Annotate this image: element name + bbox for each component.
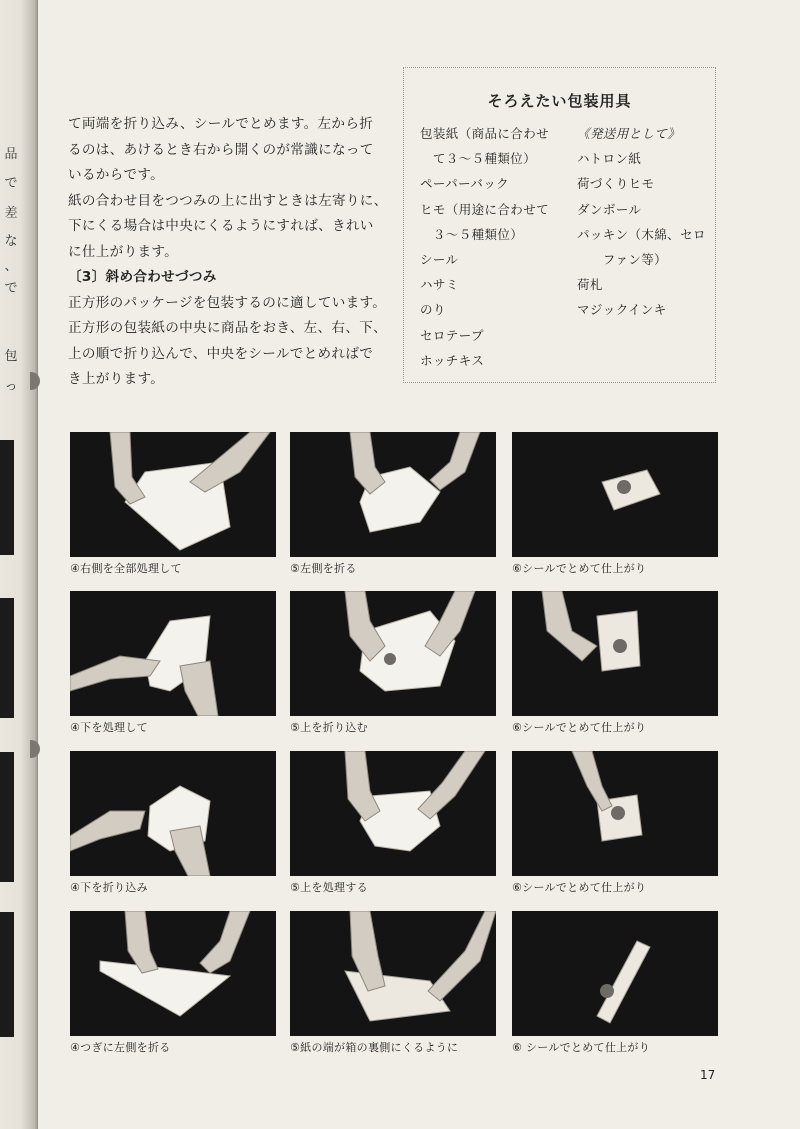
section-heading: 〔3〕斜め合わせづつみ: [68, 269, 217, 285]
spine-char: で: [4, 176, 18, 191]
step-photo: [512, 911, 718, 1036]
step-photo: [70, 432, 276, 557]
supply-item: 包装紙（商品に合わせ: [420, 126, 550, 141]
page-number: 17: [700, 1068, 716, 1082]
text-line: て両端を折り込み、シールでとめます。左から折: [68, 116, 374, 132]
supply-item: パッキン（木綿、セロ: [577, 226, 706, 242]
supply-item: て３～５種類位）: [420, 151, 537, 167]
step-photo: [70, 591, 276, 716]
photo-illustration: [290, 751, 496, 876]
step-photo: [290, 911, 496, 1036]
text-line: いるからです。: [68, 167, 165, 183]
photo-caption: ⑤紙の端が箱の裏側にくるように: [290, 1041, 459, 1054]
spine-photo-edge: [0, 752, 14, 882]
seal-sticker: [384, 653, 396, 665]
photo-caption: ④つぎに左側を折る: [70, 1041, 171, 1054]
seal-sticker: [600, 984, 614, 998]
supply-item: ハトロン紙: [577, 151, 642, 167]
binding-notch: [30, 372, 40, 390]
photo-caption: ⑤左側を折る: [290, 562, 357, 575]
step-photo: [70, 911, 276, 1036]
photo-caption: ⑤上を折り込む: [290, 721, 368, 734]
photo-caption: ⑥シールでとめて仕上がり: [512, 881, 647, 894]
photo-caption: ④下を処理して: [70, 721, 148, 734]
step-photo: [290, 751, 496, 876]
shipping-heading: 《発送用として》: [577, 126, 681, 141]
text-line: き上がります。: [68, 371, 165, 387]
seal-sticker: [617, 480, 631, 494]
supplies-list-general: [420, 121, 549, 373]
text-line: 下にくる場合は中央にくるようにすれば、きれい: [68, 218, 374, 234]
photo-illustration: [512, 591, 718, 716]
photo-illustration: [70, 432, 276, 557]
photo-illustration: [512, 911, 718, 1036]
step-photo: [70, 751, 276, 876]
spine-char: 差: [4, 206, 18, 221]
paragraph-2: [68, 189, 398, 266]
photo-illustration: [70, 751, 276, 876]
supply-item: マジックインキ: [577, 302, 667, 318]
photo-illustration: [70, 911, 276, 1036]
photo-illustration: [290, 591, 496, 716]
photo-caption: ⑥シールでとめて仕上がり: [512, 721, 647, 734]
supply-item: ペーパーバック: [420, 176, 510, 192]
spine-photo-edge: [0, 440, 14, 555]
photo-illustration: [290, 432, 496, 557]
seal-sticker: [611, 806, 625, 820]
supply-item: のり: [420, 302, 446, 318]
text-line: 正方形の包装紙の中央に商品をおき、左、右、下、: [68, 320, 388, 336]
photo-illustration: [70, 591, 276, 716]
supplies-title: そろえたい包装用具: [487, 92, 632, 110]
supplies-box: [403, 67, 716, 383]
text-line: 紙の合わせ目をつつみの上に出すときは左寄りに、: [68, 192, 388, 209]
text-line: 正方形のパッケージを包装するのに適しています。: [68, 294, 387, 311]
text-line: に仕上がります。: [68, 243, 179, 260]
step-photo: [290, 432, 496, 557]
step-photo: [512, 751, 718, 876]
binding-notch: [30, 740, 40, 758]
photo-caption: ④下を折り込み: [70, 881, 148, 894]
spine-char: 、: [4, 259, 18, 274]
supply-item: ダンボール: [577, 201, 642, 217]
photo-caption: ⑤上を処理する: [290, 881, 368, 894]
step-photo: [512, 591, 718, 716]
spine-photo-edge: [0, 598, 14, 718]
supply-item: セロテープ: [420, 327, 484, 343]
spine-char: な: [4, 234, 18, 249]
photo-caption: ④右側を全部処理して: [70, 562, 182, 575]
photo-illustration: [512, 751, 718, 876]
supply-item: 荷づくりヒモ: [577, 176, 655, 192]
supply-item: ハサミ: [420, 277, 459, 293]
text-line: 上の順で折り込んで、中央をシールでとめればで: [68, 345, 374, 362]
text-line: るのは、あけるとき右から開くのが常識になって: [68, 141, 374, 158]
spine-char: っ: [4, 379, 18, 394]
photo-caption: ⑥ シールでとめて仕上がり: [512, 1041, 651, 1054]
photo-caption: ⑥シールでとめて仕上がり: [512, 562, 647, 575]
supply-item: ヒモ（用途に合わせて: [420, 201, 550, 217]
photo-background: [512, 911, 718, 1036]
supply-item: ３～５種類位）: [420, 226, 524, 242]
paragraph-3: [68, 291, 398, 393]
supply-item: 荷札: [577, 277, 603, 293]
supply-item: シール: [420, 252, 459, 268]
supply-item: ホッチキス: [420, 352, 485, 368]
photo-illustration: [512, 432, 718, 557]
step-photo: [290, 591, 496, 716]
supply-item: ファン等）: [577, 252, 668, 268]
spine-photo-edge: [0, 912, 14, 1037]
main-text: [68, 112, 398, 393]
spine-char: 品: [4, 147, 18, 162]
seal-sticker: [613, 639, 627, 653]
step-photo: [512, 432, 718, 557]
supplies-list-shipping: [577, 121, 706, 323]
spine-char: で: [4, 281, 18, 296]
paragraph-1: [68, 112, 398, 189]
photo-illustration: [290, 911, 496, 1036]
spine-char: 包: [4, 349, 18, 364]
